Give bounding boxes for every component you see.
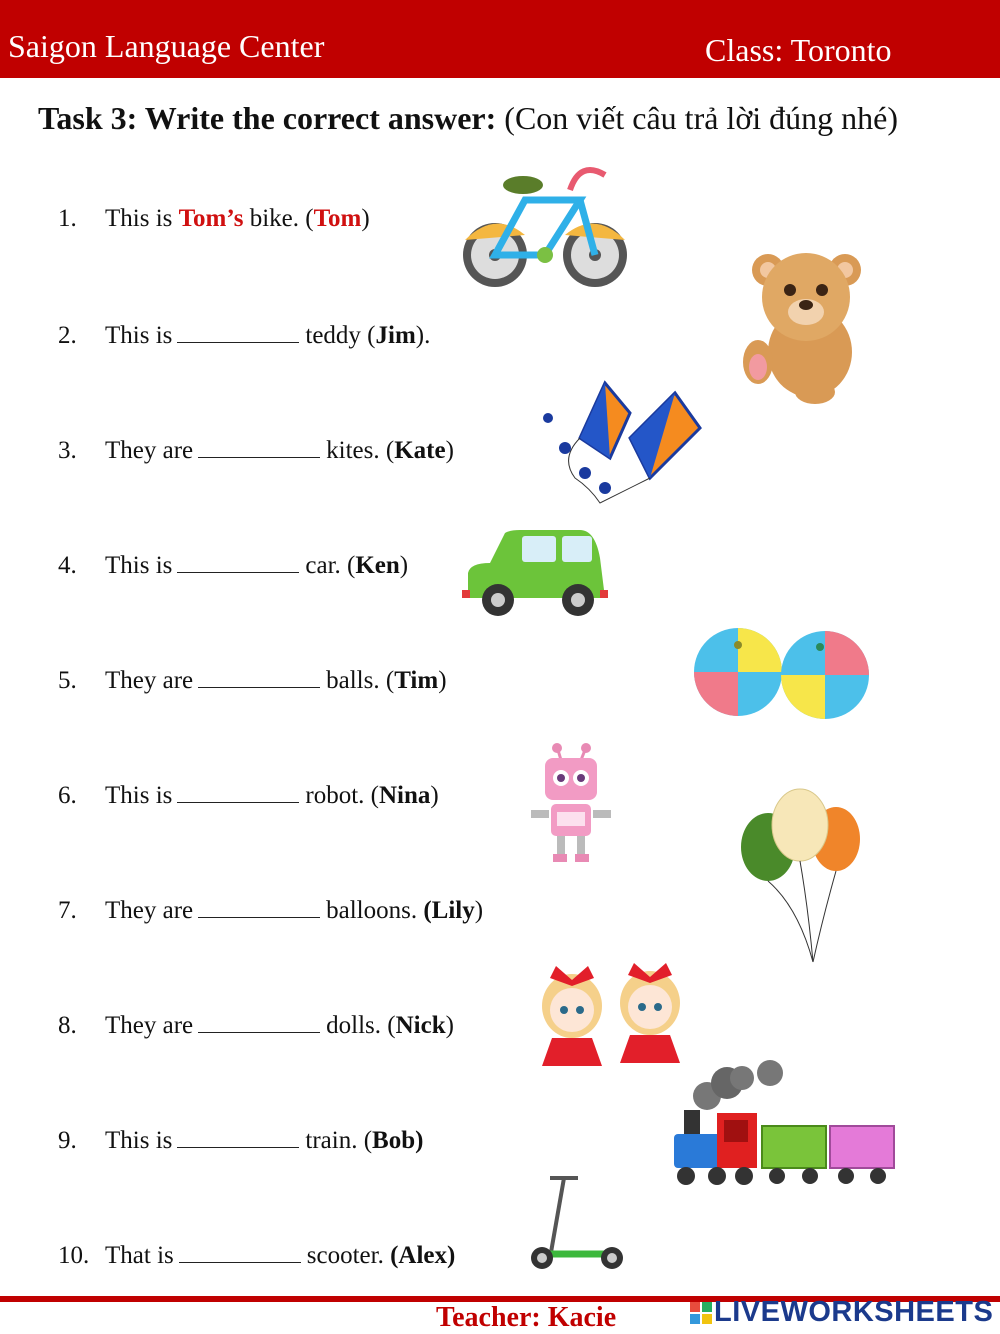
answer-blank-2[interactable] xyxy=(177,320,299,343)
liveworksheets-logo xyxy=(690,1296,993,1329)
item-text-post: train. ( xyxy=(305,1127,373,1154)
item-number: 1. xyxy=(58,205,77,232)
dolls-image xyxy=(530,958,695,1070)
example-name: Tom xyxy=(313,205,362,232)
task-instruction xyxy=(38,100,898,137)
item-text-pre: They are xyxy=(105,667,194,694)
item-text-pre: This is xyxy=(105,552,173,579)
item-text-post: dolls. ( xyxy=(326,1012,396,1039)
answer-blank-9[interactable] xyxy=(177,1125,299,1148)
item-text-post: robot. ( xyxy=(305,782,379,809)
item-name: Tim xyxy=(394,667,439,694)
item-text-pre: That is xyxy=(105,1242,174,1269)
item-number: 6. xyxy=(58,782,77,809)
car-image xyxy=(460,528,610,620)
balls-image xyxy=(692,625,877,720)
item-text-post: bike. ( xyxy=(243,205,314,232)
item-text-post: teddy ( xyxy=(305,322,376,349)
item-number: 8. xyxy=(58,1012,77,1039)
item-text-pre: This is xyxy=(105,322,173,349)
item-close: ). xyxy=(415,322,431,349)
item-number: 7. xyxy=(58,897,77,924)
item-close: ) xyxy=(445,1012,454,1039)
item-text-pre: They are xyxy=(105,897,194,924)
item-name: (Lily xyxy=(423,897,475,924)
item-close: ) xyxy=(438,667,447,694)
scooter-image xyxy=(520,1170,630,1275)
task-subtitle: (Con viết câu trả lời đúng nhé) xyxy=(504,100,898,136)
answer-blank-8[interactable] xyxy=(198,1010,320,1033)
teacher-name: Teacher: Kacie xyxy=(436,1302,617,1333)
item-number: 9. xyxy=(58,1127,77,1154)
question-row-2 xyxy=(58,320,430,350)
item-number: 5. xyxy=(58,667,77,694)
question-row-5 xyxy=(58,665,447,695)
train-image xyxy=(662,1058,898,1188)
item-number: 4. xyxy=(58,552,77,579)
item-text-post: scooter. xyxy=(306,1242,391,1269)
item-text-post: balls. ( xyxy=(326,667,395,694)
item-name: Nina xyxy=(378,782,431,809)
item-close: ) xyxy=(445,437,454,464)
example-row xyxy=(58,205,370,233)
answer-blank-7[interactable] xyxy=(198,895,320,918)
answer-blank-6[interactable] xyxy=(177,780,299,803)
question-row-6 xyxy=(58,780,439,810)
item-close: ) xyxy=(474,897,484,924)
school-name: Saigon Language Center xyxy=(8,28,325,64)
task-title: Task 3: Write the correct answer: xyxy=(38,100,497,136)
answer-blank-3[interactable] xyxy=(198,435,320,458)
item-name: (Alex) xyxy=(390,1242,456,1269)
question-row-4 xyxy=(58,550,408,580)
item-close: ) xyxy=(430,782,439,809)
answer-blank-10[interactable] xyxy=(179,1240,301,1263)
liveworksheets-icon xyxy=(690,1302,712,1324)
question-row-10 xyxy=(58,1240,455,1270)
class-label: Class: Toronto xyxy=(705,32,892,68)
item-number: 3. xyxy=(58,437,77,464)
item-number: 2. xyxy=(58,322,77,349)
item-close: ) xyxy=(361,205,370,232)
robot-image xyxy=(523,740,618,865)
item-text-pre: They are xyxy=(105,437,194,464)
example-answer: Tom’s xyxy=(178,205,244,232)
item-text-pre: This is xyxy=(105,205,179,232)
answer-blank-4[interactable] xyxy=(177,550,299,573)
question-row-8 xyxy=(58,1010,454,1040)
answer-blank-5[interactable] xyxy=(198,665,320,688)
bike-image xyxy=(455,155,635,295)
kites-image xyxy=(540,378,705,508)
item-text-pre: They are xyxy=(105,1012,194,1039)
header-bar xyxy=(0,0,1000,78)
item-name: Bob) xyxy=(372,1127,424,1154)
item-name: Kate xyxy=(394,437,446,464)
liveworksheets-brand: LIVEWORKSHEETS xyxy=(714,1296,994,1328)
item-name: Nick xyxy=(395,1012,446,1039)
item-number: 10. xyxy=(58,1242,90,1269)
question-row-3 xyxy=(58,435,454,465)
item-text-pre: This is xyxy=(105,1127,173,1154)
item-text-post: car. ( xyxy=(305,552,356,579)
item-text-post: balloons. xyxy=(326,897,424,924)
item-name: Jim xyxy=(375,322,416,349)
item-text-post: kites. ( xyxy=(326,437,395,464)
balloons-image xyxy=(738,787,863,965)
teddy-bear-image xyxy=(740,242,865,407)
question-row-7 xyxy=(58,895,483,925)
question-row-9 xyxy=(58,1125,423,1155)
item-name: Ken xyxy=(355,552,400,579)
item-close: ) xyxy=(399,552,409,579)
item-text-pre: This is xyxy=(105,782,173,809)
